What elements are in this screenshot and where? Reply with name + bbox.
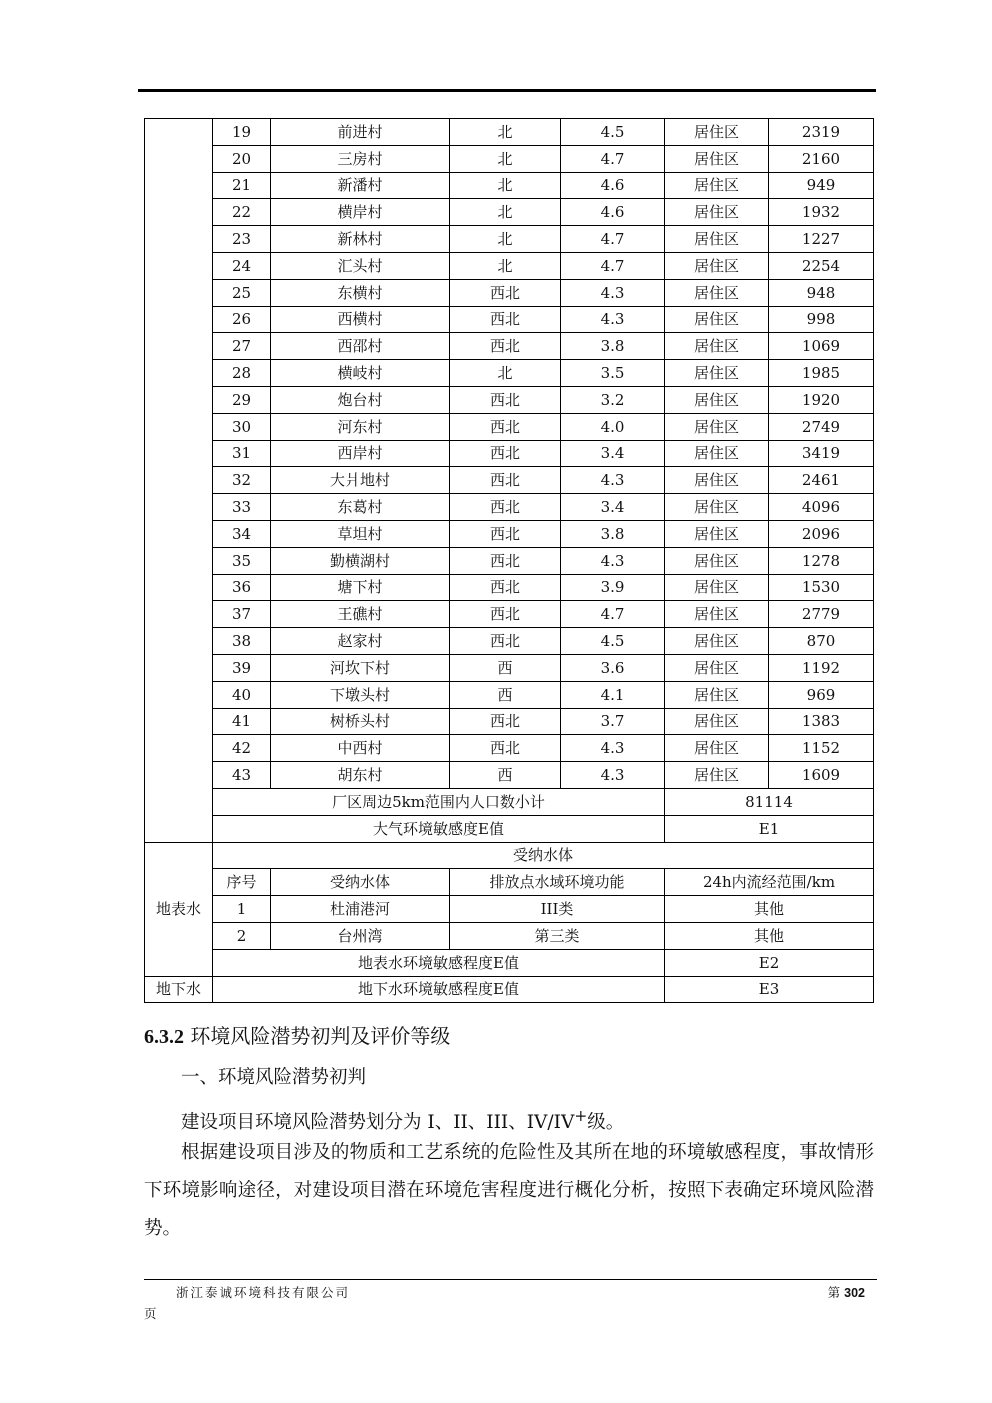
table-cell: 西 (450, 681, 561, 708)
table-cell: 第三类 (450, 922, 665, 949)
section-number: 6.3.2 (144, 1026, 184, 1048)
table-cell: 河东村 (271, 413, 450, 440)
table-cell: 36 (213, 574, 271, 601)
population-cell: 2461 (769, 467, 874, 494)
table-cell: 西北 (450, 547, 561, 574)
table-cell: 居住区 (665, 654, 769, 681)
paragraph-method: 根据建设项目涉及的物质和工艺系统的危险性及其所在地的环境敏感程度，事故情形下环境影响途径，对建设项目潜在环境危害程度进行概化分析，按照下表确定环境风险潜势。 (144, 1142, 874, 1239)
table-cell: 东葛村 (271, 494, 450, 521)
table-cell: 4.7 (561, 252, 665, 279)
table-cell: 居住区 (665, 440, 769, 467)
table-cell: 杜浦港河 (271, 896, 450, 923)
table-row (145, 306, 874, 333)
table-cell: 王礁村 (271, 601, 450, 628)
table-cell: 西北 (450, 279, 561, 306)
table-cell: 前进村 (271, 119, 450, 146)
table-cell: 居住区 (665, 119, 769, 146)
table-cell: 32 (213, 467, 271, 494)
table-row (145, 574, 874, 601)
table-cell: 41 (213, 708, 271, 735)
table-cell: III类 (450, 896, 665, 923)
table-row (145, 762, 874, 789)
table-cell: 居住区 (665, 601, 769, 628)
table-cell: 居住区 (665, 360, 769, 387)
population-cell: 1069 (769, 333, 874, 360)
population-cell: 1609 (769, 762, 874, 789)
table-cell: 4.6 (561, 172, 665, 199)
table-cell: 河坎下村 (271, 654, 450, 681)
table-cell: 4.3 (561, 279, 665, 306)
table-row (145, 494, 874, 521)
population-cell: 969 (769, 681, 874, 708)
table-cell: 西北 (450, 708, 561, 735)
header-rule (138, 89, 876, 92)
table-cell: 西横村 (271, 306, 450, 333)
page-number: 302 (844, 1286, 865, 1300)
table-cell: 3.6 (561, 654, 665, 681)
population-cell: 1985 (769, 360, 874, 387)
population-cell: 1932 (769, 199, 874, 226)
table-cell: 北 (450, 252, 561, 279)
population-cell: 4096 (769, 494, 874, 521)
table-cell: 汇头村 (271, 252, 450, 279)
table-cell: 西北 (450, 467, 561, 494)
table-row (145, 386, 874, 413)
table-cell: 西北 (450, 306, 561, 333)
groundwater-sensitivity-value: E3 (665, 976, 874, 1003)
table-cell: 25 (213, 279, 271, 306)
table-cell: 20 (213, 145, 271, 172)
table-cell: 19 (213, 119, 271, 146)
table-cell: 西北 (450, 333, 561, 360)
table-cell: 居住区 (665, 386, 769, 413)
category-cell-groundwater: 地下水 (145, 976, 213, 1003)
table-row (145, 172, 874, 199)
table-cell: 37 (213, 601, 271, 628)
table-row (145, 976, 874, 1003)
sensitivity-table (144, 118, 874, 1003)
footer-page (828, 1283, 865, 1301)
table-cell: 3.9 (561, 574, 665, 601)
table-cell: 其他 (665, 922, 874, 949)
table-cell: 居住区 (665, 574, 769, 601)
table-cell: 西北 (450, 386, 561, 413)
risk-levels-text: 建设项目环境风险潜势划分为 I、II、III、IV/IV (181, 1112, 575, 1134)
air-sensitivity-label: 大气环境敏感度E值 (213, 815, 665, 842)
table-cell: 居住区 (665, 628, 769, 655)
table-row (145, 922, 874, 949)
header-seq: 序号 (213, 869, 271, 896)
population-cell: 1920 (769, 386, 874, 413)
table-cell: 北 (450, 145, 561, 172)
table-cell: 北 (450, 199, 561, 226)
table-cell: 居住区 (665, 735, 769, 762)
category-cell-air (145, 119, 213, 843)
table-cell: 东横村 (271, 279, 450, 306)
table-cell: 4.3 (561, 467, 665, 494)
header-function: 排放点水域环境功能 (450, 869, 665, 896)
table-cell: 树桥头村 (271, 708, 450, 735)
table-cell: 40 (213, 681, 271, 708)
table-cell: 4.1 (561, 681, 665, 708)
table-cell: 21 (213, 172, 271, 199)
table-cell: 居住区 (665, 413, 769, 440)
footer-company: 浙江泰诚环境科技有限公司 (176, 1285, 351, 1300)
table-cell: 39 (213, 654, 271, 681)
table-cell: 4.3 (561, 735, 665, 762)
air-sensitivity-value: E1 (665, 815, 874, 842)
population-total-label: 厂区周边5km范围内人口数小计 (213, 788, 665, 815)
population-cell: 2160 (769, 145, 874, 172)
table-cell: 29 (213, 386, 271, 413)
table-cell: 居住区 (665, 494, 769, 521)
table-row (145, 360, 874, 387)
table-cell: 居住区 (665, 279, 769, 306)
table-cell: 34 (213, 520, 271, 547)
table-cell: 居住区 (665, 681, 769, 708)
table-row (145, 708, 874, 735)
table-row (145, 788, 874, 815)
table-row (145, 226, 874, 253)
table-cell: 横岸村 (271, 199, 450, 226)
table-cell: 居住区 (665, 520, 769, 547)
table-row (145, 440, 874, 467)
table-cell: 3.4 (561, 440, 665, 467)
table-cell: 西北 (450, 628, 561, 655)
table-cell: 居住区 (665, 708, 769, 735)
table-row (145, 654, 874, 681)
table-row (145, 869, 874, 896)
table-cell: 3.4 (561, 494, 665, 521)
table-cell: 22 (213, 199, 271, 226)
population-cell: 870 (769, 628, 874, 655)
table-cell: 33 (213, 494, 271, 521)
table-cell: 新林村 (271, 226, 450, 253)
category-cell-surface-water: 地表水 (145, 842, 213, 976)
population-cell: 1383 (769, 708, 874, 735)
table-cell: 28 (213, 360, 271, 387)
table-cell: 3.7 (561, 708, 665, 735)
population-cell: 2749 (769, 413, 874, 440)
population-cell: 1152 (769, 735, 874, 762)
population-cell: 949 (769, 172, 874, 199)
population-cell: 1192 (769, 654, 874, 681)
table-cell: 北 (450, 360, 561, 387)
table-row (145, 815, 874, 842)
table-cell: 42 (213, 735, 271, 762)
table-row (145, 896, 874, 923)
table-cell: 43 (213, 762, 271, 789)
table-row (145, 842, 874, 869)
table-cell: 3.8 (561, 520, 665, 547)
table-cell: 炮台村 (271, 386, 450, 413)
table-cell: 大爿地村 (271, 467, 450, 494)
groundwater-sensitivity-label: 地下水环境敏感程度E值 (213, 976, 665, 1003)
table-cell: 塘下村 (271, 574, 450, 601)
population-cell: 3419 (769, 440, 874, 467)
population-cell: 998 (769, 306, 874, 333)
table-cell: 3.2 (561, 386, 665, 413)
page-prefix: 第 (827, 1285, 841, 1300)
header-water-body: 受纳水体 (271, 869, 450, 896)
table-cell: 4.3 (561, 306, 665, 333)
table-cell: 3.5 (561, 360, 665, 387)
table-cell: 北 (450, 226, 561, 253)
table-cell: 1 (213, 896, 271, 923)
table-cell: 27 (213, 333, 271, 360)
table-cell: 23 (213, 226, 271, 253)
table-cell: 中西村 (271, 735, 450, 762)
population-cell: 2779 (769, 601, 874, 628)
header-range: 24h内流经范围/km (665, 869, 874, 896)
table-cell: 3.8 (561, 333, 665, 360)
table-cell: 4.6 (561, 199, 665, 226)
table-cell: 北 (450, 172, 561, 199)
table-cell: 4.7 (561, 145, 665, 172)
table-cell: 30 (213, 413, 271, 440)
table-row (145, 628, 874, 655)
table-cell: 4.7 (561, 601, 665, 628)
surface-sensitivity-label: 地表水环境敏感程度E值 (213, 949, 665, 976)
table-cell: 居住区 (665, 145, 769, 172)
table-cell: 居住区 (665, 547, 769, 574)
table-cell: 其他 (665, 896, 874, 923)
population-cell: 2254 (769, 252, 874, 279)
table-cell: 居住区 (665, 306, 769, 333)
table-cell: 台州湾 (271, 922, 450, 949)
table-row (145, 333, 874, 360)
table-cell: 西北 (450, 520, 561, 547)
table-cell: 西岸村 (271, 440, 450, 467)
population-cell: 1278 (769, 547, 874, 574)
table-cell: 西 (450, 654, 561, 681)
table-cell: 4.5 (561, 628, 665, 655)
population-cell: 948 (769, 279, 874, 306)
section-title: 环境风险潜势初判及评价等级 (190, 1024, 451, 1048)
table-cell: 西北 (450, 735, 561, 762)
page-suffix: 页 (144, 1306, 157, 1321)
table-row (145, 735, 874, 762)
table-row (145, 949, 874, 976)
table-cell: 西北 (450, 440, 561, 467)
table-cell: 4.3 (561, 762, 665, 789)
table-cell: 24 (213, 252, 271, 279)
table-row (145, 119, 874, 146)
table-row (145, 279, 874, 306)
subheading: 一、环境风险潜势初判 (181, 1067, 367, 1088)
table-cell: 居住区 (665, 226, 769, 253)
table-cell: 35 (213, 547, 271, 574)
population-cell: 1227 (769, 226, 874, 253)
table-cell: 4.7 (561, 226, 665, 253)
table-cell: 4.5 (561, 119, 665, 146)
table-cell: 西邵村 (271, 333, 450, 360)
table-cell: 下墩头村 (271, 681, 450, 708)
table-cell: 西北 (450, 413, 561, 440)
table-cell: 新潘村 (271, 172, 450, 199)
table-cell: 居住区 (665, 172, 769, 199)
table-cell: 居住区 (665, 333, 769, 360)
table-cell: 居住区 (665, 252, 769, 279)
superscript-plus: + (574, 1107, 588, 1125)
table-cell: 西北 (450, 494, 561, 521)
table-cell: 26 (213, 306, 271, 333)
table-cell: 赵家村 (271, 628, 450, 655)
receiving-water-title: 受纳水体 (213, 842, 874, 869)
table-row (145, 413, 874, 440)
population-cell: 1530 (769, 574, 874, 601)
table-cell: 三房村 (271, 145, 450, 172)
table-row (145, 199, 874, 226)
population-cell: 2096 (769, 520, 874, 547)
table-cell: 西北 (450, 601, 561, 628)
table-cell: 西 (450, 762, 561, 789)
risk-levels-suffix: 级。 (587, 1112, 625, 1134)
table-cell: 居住区 (665, 199, 769, 226)
table-cell: 居住区 (665, 762, 769, 789)
table-cell: 4.0 (561, 413, 665, 440)
table-row (145, 467, 874, 494)
table-cell: 4.3 (561, 547, 665, 574)
table-cell: 横岐村 (271, 360, 450, 387)
footer-rule (144, 1279, 877, 1280)
table-row (145, 520, 874, 547)
table-cell: 勤横湖村 (271, 547, 450, 574)
surface-sensitivity-value: E2 (665, 949, 874, 976)
table-cell: 北 (450, 119, 561, 146)
table-row (145, 252, 874, 279)
population-cell: 2319 (769, 119, 874, 146)
table-cell: 居住区 (665, 467, 769, 494)
table-cell: 38 (213, 628, 271, 655)
population-total-value: 81114 (665, 788, 874, 815)
table-row (145, 145, 874, 172)
table-cell: 胡东村 (271, 762, 450, 789)
table-cell: 31 (213, 440, 271, 467)
table-row (145, 601, 874, 628)
table-cell: 2 (213, 922, 271, 949)
table-cell: 西北 (450, 574, 561, 601)
table-cell: 草坦村 (271, 520, 450, 547)
table-row (145, 681, 874, 708)
section-heading (144, 1022, 450, 1051)
table-row (145, 547, 874, 574)
